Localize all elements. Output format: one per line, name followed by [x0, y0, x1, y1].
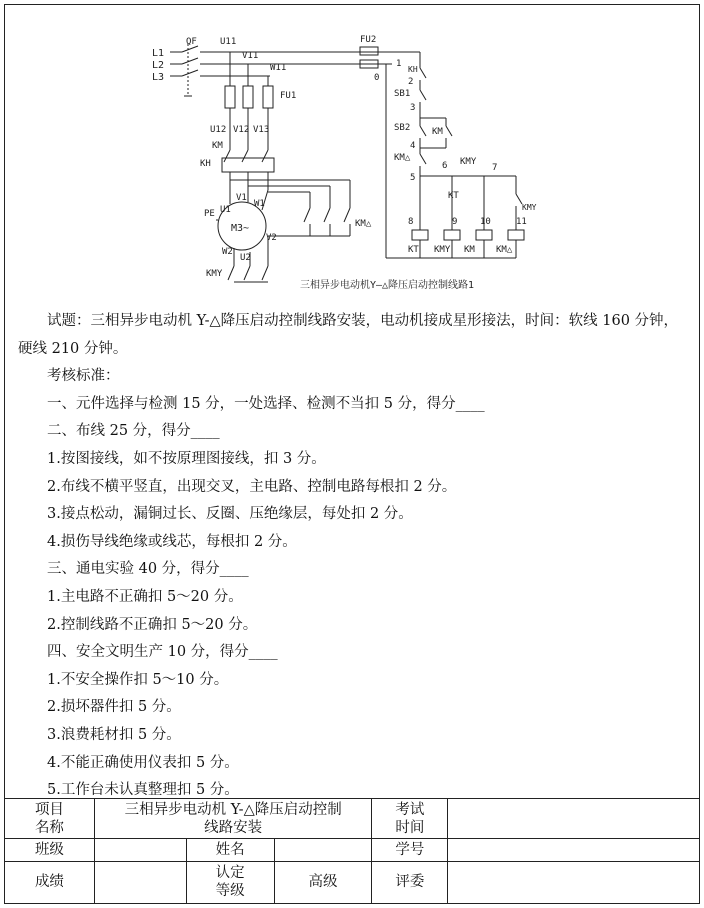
- examiner-label: 评委: [372, 861, 448, 903]
- label-coil-kmd: KM△: [496, 245, 513, 255]
- class-value[interactable]: [94, 839, 186, 861]
- label-fu1: FU1: [280, 91, 297, 101]
- label-n2: 2: [408, 77, 414, 87]
- label-coil-km: KM: [464, 245, 475, 255]
- criteria-line: 一、元件选择与检测 15 分，一处选择、检测不当扣 5 分，得分____: [47, 395, 485, 412]
- criteria-line: 1.不安全操作扣 5～10 分。: [47, 671, 229, 688]
- project-label: 项目 名称: [5, 799, 95, 839]
- label-u12: U12: [210, 125, 227, 135]
- label-w2: W2: [222, 247, 233, 257]
- diagram-caption: 三相异步电动机Y—△降压启动控制线路1: [300, 280, 475, 291]
- label-n1: 1: [396, 59, 402, 69]
- label-n3: 3: [410, 103, 416, 113]
- criteria-line: 4.不能正确使用仪表扣 5 分。: [47, 754, 239, 771]
- label-w11: W11: [270, 63, 287, 73]
- label-n9: 9: [452, 217, 458, 227]
- criteria-line: 2.布线不横平竖直，出现交叉，主电路、控制电路每根扣 2 分。: [47, 478, 457, 495]
- circuit-diagram: [150, 30, 537, 298]
- name-value[interactable]: [274, 839, 372, 861]
- label-n11: 11: [516, 217, 527, 227]
- exam-time-value[interactable]: [448, 799, 700, 839]
- label-qf: QF: [186, 37, 197, 47]
- label-v1: V1: [236, 193, 247, 203]
- exam-time-label: 考试 时间: [372, 799, 448, 839]
- project-value: 三相异步电动机 Y-△降压启动控制 线路安装: [94, 799, 372, 839]
- label-coil-kmy: KMY: [434, 245, 451, 255]
- criteria-line: 三、通电实验 40 分，得分____: [47, 561, 249, 578]
- criteria-line: 3.浪费耗材扣 5 分。: [47, 726, 181, 743]
- label-n10: 10: [480, 217, 491, 227]
- label-u2: U2: [240, 253, 251, 263]
- label-control-kmy: KMY: [460, 157, 477, 167]
- question-text: 试题：三相异步电动机 Y-△降压启动控制线路安装，电动机接成星形接法，时间：软线 160 分钟，硬线 210 分钟。: [18, 313, 679, 357]
- label-n8: 8: [408, 217, 414, 227]
- label-v2: V2: [266, 233, 277, 243]
- label-l2: L2: [152, 60, 165, 71]
- class-label: 班级: [5, 839, 95, 861]
- level-value: 高级: [274, 861, 372, 903]
- label-l1: L1: [152, 48, 165, 59]
- student-id-label: 学号: [372, 839, 448, 861]
- label-control-kmd: KM△: [394, 153, 411, 163]
- criteria-line: 2.控制线路不正确扣 5～20 分。: [47, 616, 258, 633]
- label-v13: V13: [253, 125, 270, 135]
- label-control-kmy2: KMY: [522, 203, 537, 212]
- exam-body: [18, 308, 686, 805]
- criteria-heading: 考核标准：: [47, 368, 120, 385]
- label-control-kt: KT: [448, 191, 459, 201]
- label-kmd: KM△: [355, 219, 372, 229]
- student-id-value[interactable]: [448, 839, 700, 861]
- score-value[interactable]: [94, 861, 186, 903]
- label-kh2: KH: [408, 65, 418, 74]
- criteria-line: 1.主电路不正确扣 5～20 分。: [47, 588, 243, 605]
- label-n0: 0: [374, 73, 380, 83]
- exam-info-table: [4, 798, 700, 904]
- criteria-line: 四、安全文明生产 10 分，得分____: [47, 644, 278, 661]
- label-kmy: KMY: [206, 269, 223, 279]
- examiner-value[interactable]: [448, 861, 700, 903]
- label-n5: 5: [410, 173, 416, 183]
- label-control-km: KM: [432, 127, 443, 137]
- level-label: 认定 等级: [186, 861, 274, 903]
- label-motor: M3~: [231, 223, 250, 234]
- label-sb1: SB1: [394, 89, 411, 99]
- criteria-line: 3.接点松动，漏铜过长、反圈、压绝缘层，每处扣 2 分。: [47, 506, 413, 523]
- criteria-line: 1.按图接线，如不按原理图接线，扣 3 分。: [47, 450, 326, 467]
- criteria-line: 二、布线 25 分，得分____: [47, 423, 220, 440]
- label-n4: 4: [410, 141, 416, 151]
- criteria-line: 5.工作台未认真整理扣 5 分。: [47, 782, 239, 799]
- score-label: 成绩: [5, 861, 95, 903]
- label-w1: W1: [254, 199, 265, 209]
- name-label: 姓名: [186, 839, 274, 861]
- label-pe: PE: [204, 209, 215, 219]
- label-l3: L3: [152, 72, 165, 83]
- label-coil-kt: KT: [408, 245, 419, 255]
- criteria-line: 4.损伤导线绝缘或线芯，每根扣 2 分。: [47, 533, 297, 550]
- label-n6: 6: [442, 161, 448, 171]
- label-u11: U11: [220, 37, 237, 47]
- label-sb2: SB2: [394, 123, 411, 133]
- label-u1: U1: [220, 205, 231, 215]
- label-v12: V12: [233, 125, 250, 135]
- label-km: KM: [212, 141, 223, 151]
- label-v11: V11: [242, 51, 259, 61]
- label-fu2: FU2: [360, 35, 377, 45]
- criteria-line: 2.损坏器件扣 5 分。: [47, 699, 181, 716]
- label-n7: 7: [492, 163, 498, 173]
- label-kh: KH: [200, 159, 211, 169]
